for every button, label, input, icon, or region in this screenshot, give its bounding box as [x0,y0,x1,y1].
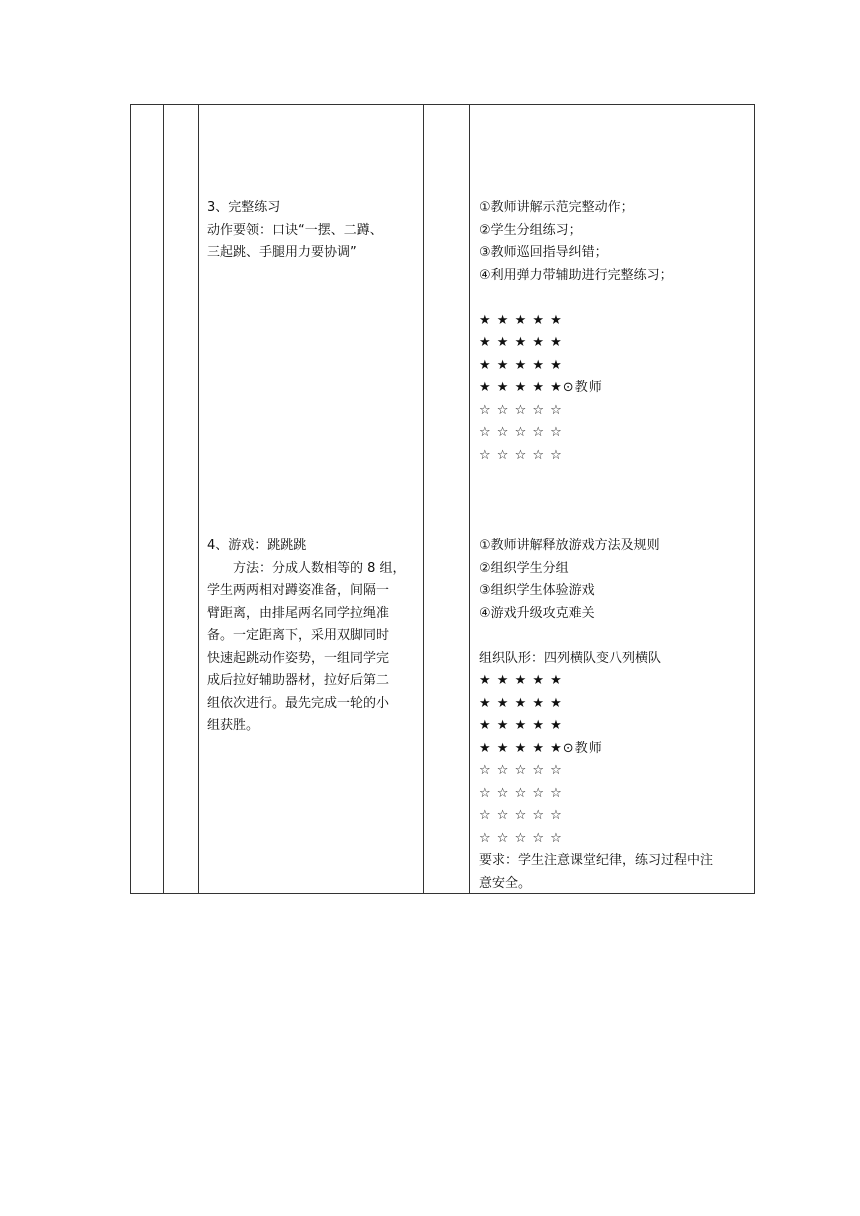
formation-row: ★ ★ ★ ★ ★ [479,312,563,328]
section3-method [479,197,749,467]
method4-step: ①教师讲解释放游戏方法及规则 [479,538,660,553]
lesson-table [130,104,755,894]
formation-row: ★ ★ ★ ★ ★ [479,695,563,711]
formation-row: ☆ ☆ ☆ ☆ ☆ [479,447,563,463]
section4-line: 备。一定距离下，采用双脚同时 [207,628,390,643]
method3-step: ①教师讲解示范完整动作； [479,200,634,215]
formation-row: ☆ ☆ ☆ ☆ ☆ [479,763,563,778]
section4-line: 组依次进行。最先完成一轮的小 [207,695,390,711]
section3-line: 三起跳、手腿用力要协调” [207,245,357,260]
formation-row: ☆ ☆ ☆ ☆ ☆ [479,425,563,440]
formation-title: 组织队形：四列横队变八列横队 [479,650,662,666]
section4-line: 方法：分成人数相等的 8 组， [233,560,406,576]
formation-row-teacher: ★ ★ ★ ★ ★⊙教师 [479,380,603,395]
section4-line: 臂距离，由排尾两名同学拉绳准 [207,605,390,621]
requirement-line: 要求：学生注意课堂纪律，练习过程中注 [479,853,714,868]
formation-row: ☆ ☆ ☆ ☆ ☆ [479,808,563,823]
method3-step: ②学生分组练习； [479,222,582,238]
method3-step: ④利用弹力带辅助进行完整练习； [479,267,673,283]
section3-title: 3、完整练习 [207,200,281,215]
section4-content [207,535,419,738]
formation-row: ★ ★ ★ ★ ★ [479,673,563,688]
requirement-line: 意安全。 [479,875,532,891]
section4-line: 快速起跳动作姿势，一组同学完 [207,650,390,666]
section4-line: 成后拉好辅助器材，拉好后第二 [207,673,390,688]
formation-row: ★ ★ ★ ★ ★ [479,357,563,373]
formation-row: ☆ ☆ ☆ ☆ ☆ [479,402,563,418]
method4-step: ④游戏升级攻克难关 [479,605,595,621]
method4-step: ③组织学生体验游戏 [479,583,595,598]
column-divider [163,105,164,893]
formation-row: ★ ★ ★ ★ ★ [479,335,563,350]
column-divider [198,105,199,893]
formation-row: ☆ ☆ ☆ ☆ ☆ [479,785,563,801]
method3-step: ③教师巡回指导纠错； [479,245,608,260]
method4-step: ②组织学生分组 [479,560,569,576]
section4-line: 组获胜。 [207,718,260,733]
formation-row: ★ ★ ★ ★ ★ [479,718,563,733]
column-divider [423,105,424,893]
section4-line: 学生两两相对蹲姿准备，间隔一 [207,583,390,598]
section4-title: 4、游戏：跳跳跳 [207,538,307,553]
formation-row: ☆ ☆ ☆ ☆ ☆ [479,830,563,846]
section3-line: 动作要领：口诀“一摆、二蹲、 [207,222,383,238]
section4-method [479,535,749,895]
formation-row-teacher: ★ ★ ★ ★ ★⊙教师 [479,740,603,756]
section3-content [207,197,419,265]
column-divider [469,105,470,893]
